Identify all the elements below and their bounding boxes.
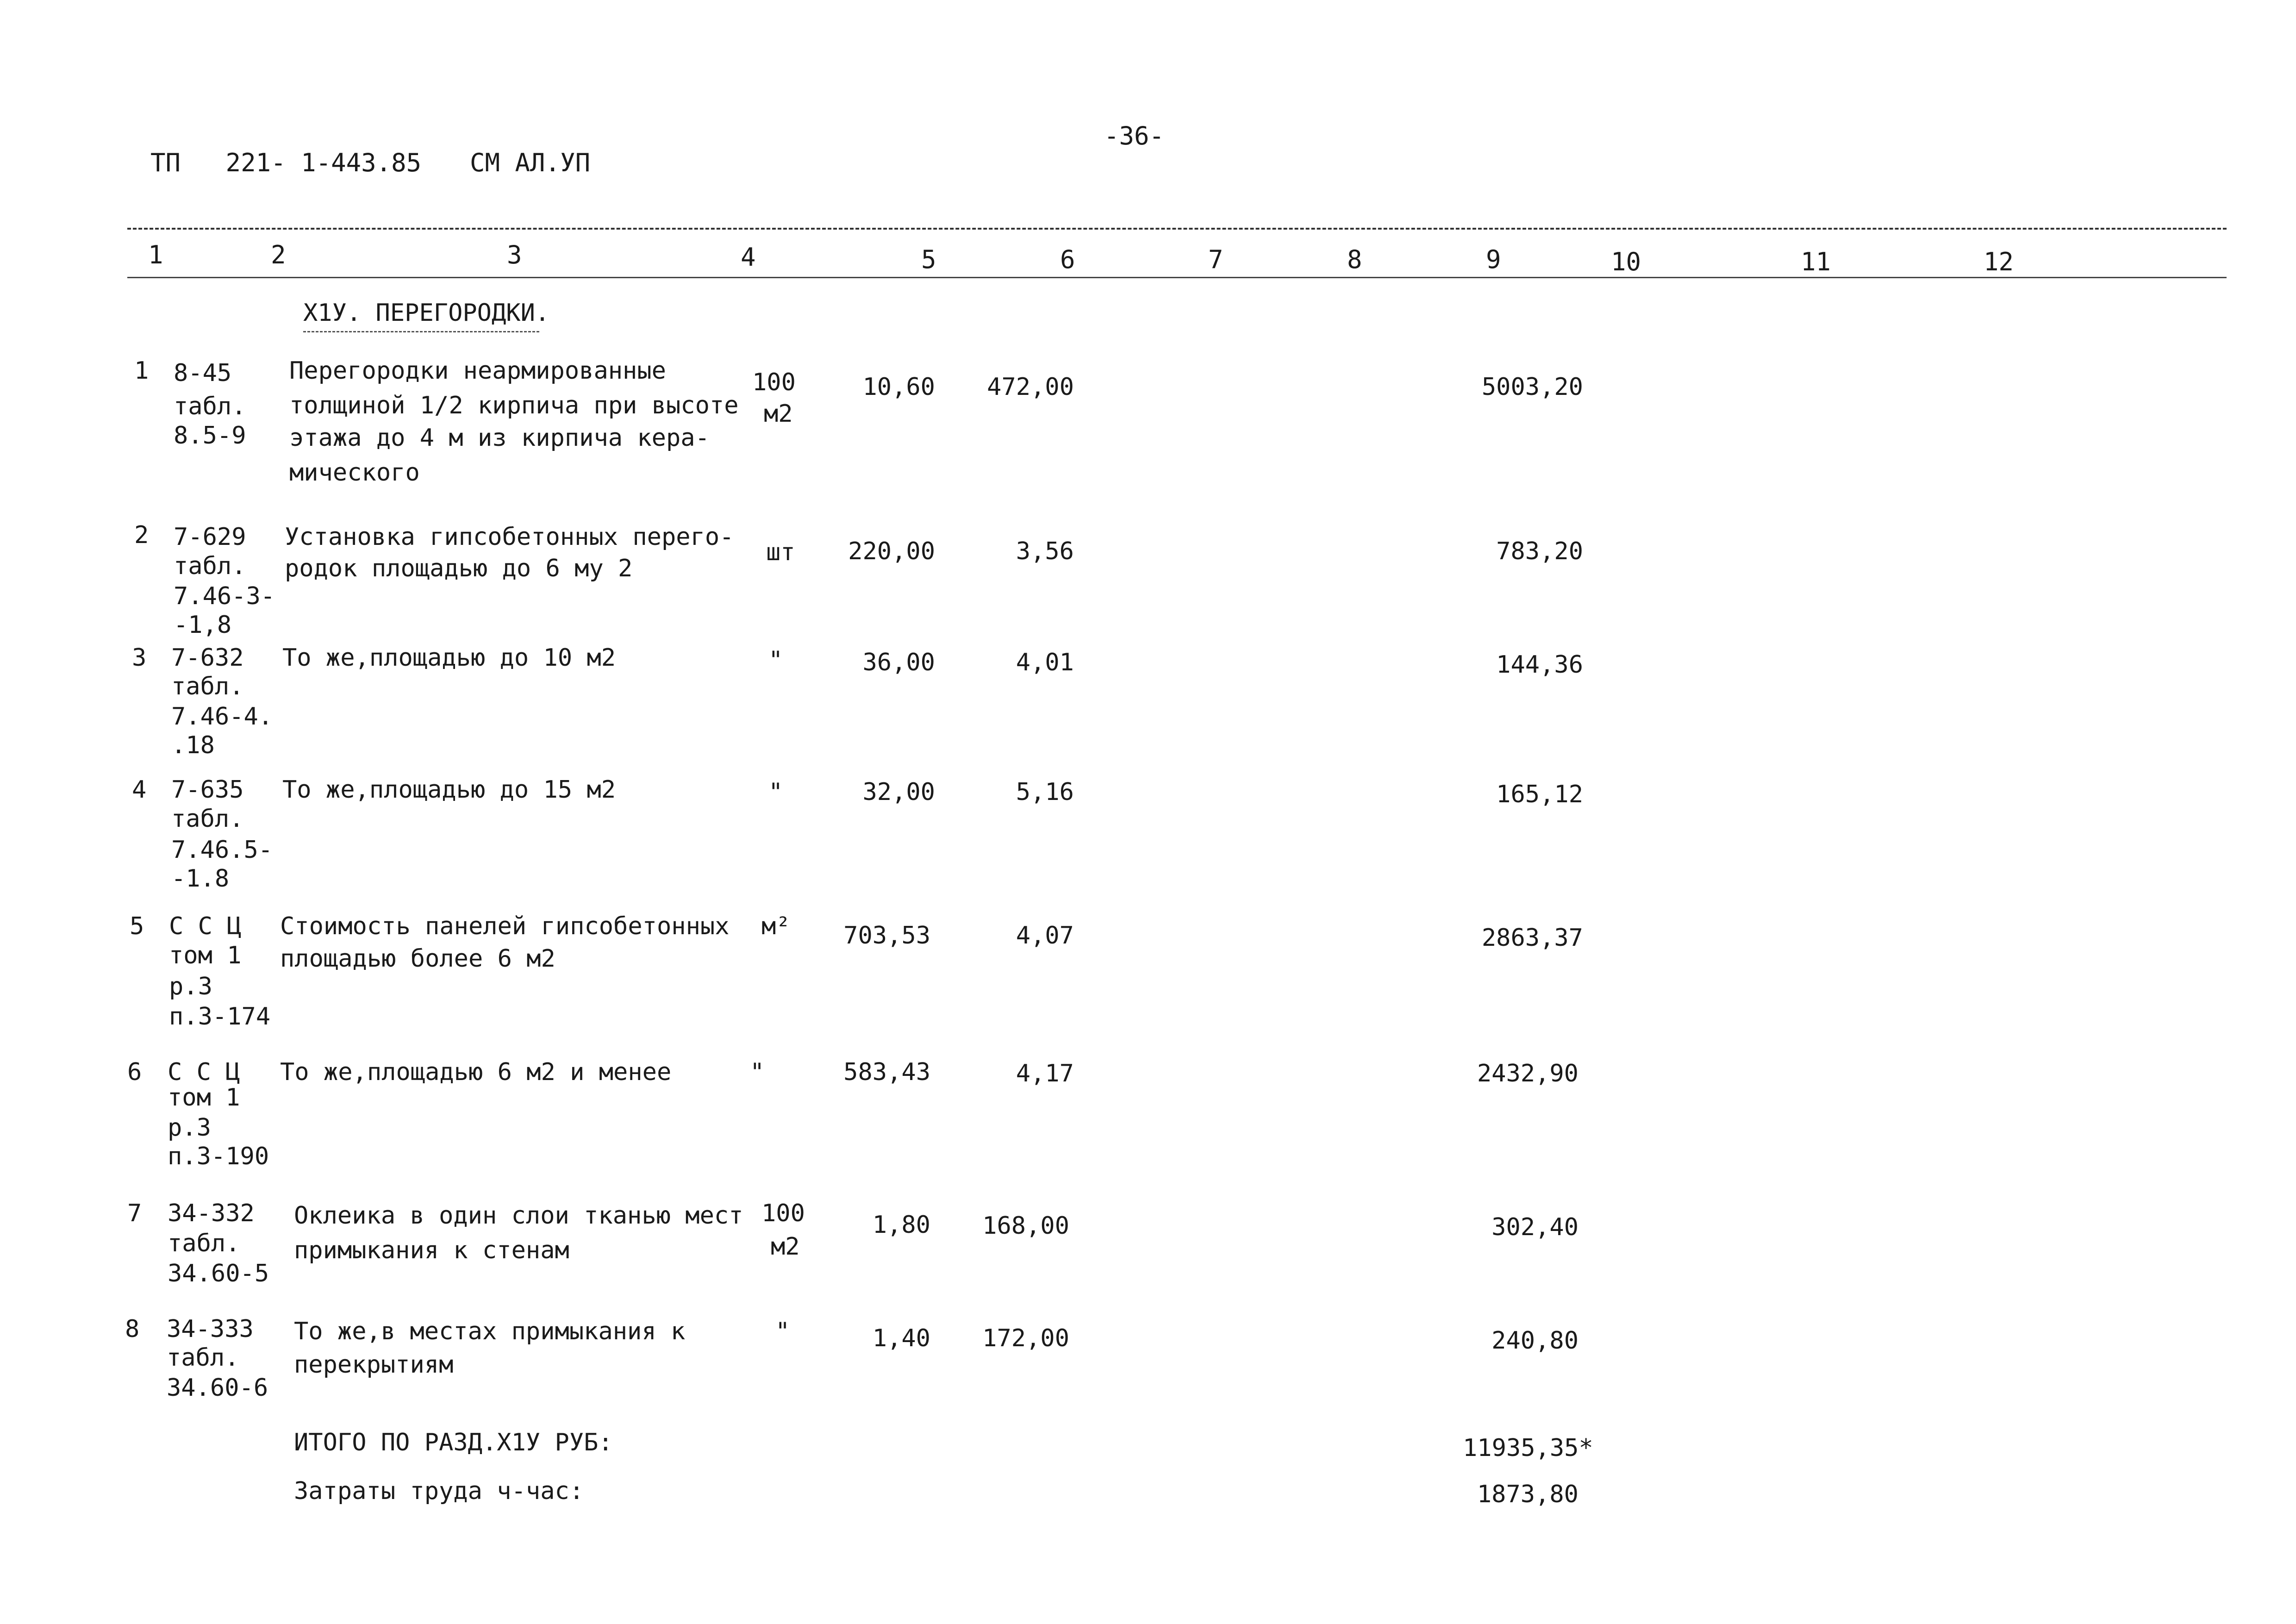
rate-code: 8-45 <box>174 359 232 387</box>
column-number: 6 <box>1060 245 1075 274</box>
unit-price: 4,17 <box>1016 1060 1074 1087</box>
total-cost: 302,40 <box>1491 1213 1578 1241</box>
rate-code: табл. <box>171 673 244 700</box>
rate-code: 7-632 <box>171 644 244 672</box>
unit-of-measure: м² <box>761 912 791 940</box>
quantity: 1,80 <box>872 1211 930 1239</box>
rate-code: 34.60-5 <box>168 1260 269 1287</box>
document-code: ТП 221- 1-443.85 <box>150 148 422 177</box>
quantity: 1,40 <box>872 1324 930 1352</box>
work-description: родок площадью до 6 му 2 <box>285 555 633 582</box>
rate-code: С С Ц <box>169 912 242 940</box>
work-description: толщиной 1/2 кирпича при высоте <box>289 392 739 419</box>
quantity: 703,53 <box>843 922 930 949</box>
unit-of-measure: 100 <box>761 1199 805 1227</box>
work-description: Перегородки неармированные <box>289 357 666 385</box>
row-number: 1 <box>134 357 149 385</box>
unit-price: 3,56 <box>1016 537 1074 565</box>
rate-code: табл. <box>167 1344 239 1372</box>
work-description: Установка гипсобетонных перего- <box>285 523 734 551</box>
row-number: 5 <box>130 912 144 940</box>
rate-code: -1.8 <box>171 865 230 893</box>
rate-code: 34-332 <box>168 1199 255 1227</box>
rate-code: том 1 <box>169 942 242 969</box>
unit-of-measure: 100 <box>752 369 796 396</box>
column-number: 4 <box>741 243 756 272</box>
unit-of-measure: " <box>750 1058 765 1086</box>
column-number: 1 <box>148 240 163 269</box>
section-title: Х1У. ПЕРЕГОРОДКИ. <box>303 299 550 327</box>
rate-code: р.3 <box>168 1114 211 1142</box>
unit-of-measure: м2 <box>764 400 793 428</box>
work-description: примыкания к стенам <box>294 1237 569 1264</box>
unit-of-measure: " <box>768 778 783 806</box>
unit-of-measure: " <box>775 1318 790 1345</box>
work-description: Оклеика в один слои тканью мест <box>294 1202 743 1230</box>
column-number: 5 <box>921 245 936 274</box>
total-cost: 165,12 <box>1496 781 1583 808</box>
rate-code: .18 <box>171 731 215 759</box>
rate-code: 7.46-4. <box>171 703 273 731</box>
rate-code: 7.46.5- <box>171 836 273 864</box>
table-header-rule <box>127 277 2227 278</box>
rate-code: 7-629 <box>174 523 246 551</box>
row-number: 3 <box>132 644 147 672</box>
unit-of-measure: м2 <box>771 1233 800 1261</box>
column-number: 2 <box>271 240 286 269</box>
unit-price: 5,16 <box>1016 778 1074 806</box>
total-cost: 783,20 <box>1496 537 1583 565</box>
total-cost: 5003,20 <box>1481 373 1583 401</box>
quantity: 220,00 <box>848 537 935 565</box>
rate-code: С С Ц <box>168 1058 240 1086</box>
column-number: 10 <box>1611 247 1641 276</box>
work-description: То же,в местах примыкания к <box>294 1318 686 1345</box>
section-total-value: 11935,35* <box>1463 1434 1593 1462</box>
total-cost: 144,36 <box>1496 651 1583 679</box>
unit-price: 472,00 <box>987 373 1074 401</box>
work-description: перекрытиям <box>294 1351 454 1379</box>
column-number: 8 <box>1347 245 1362 274</box>
quantity: 583,43 <box>843 1058 930 1086</box>
total-cost: 240,80 <box>1491 1327 1578 1355</box>
work-description: этажа до 4 м из кирпича кера- <box>289 424 710 452</box>
labor-cost-label: Затраты труда ч-час: <box>294 1477 584 1505</box>
quantity: 36,00 <box>862 649 935 676</box>
column-number: 7 <box>1208 245 1223 274</box>
section-total-label: ИТОГО ПО РАЗД.Х1У РУБ: <box>294 1429 613 1456</box>
page-number: -36- <box>1104 121 1165 150</box>
row-number: 8 <box>125 1315 140 1343</box>
unit-of-measure: " <box>768 646 783 674</box>
work-description: мического <box>289 459 420 487</box>
row-number: 2 <box>134 521 149 549</box>
column-number: 11 <box>1801 247 1831 276</box>
section-title-underline <box>303 331 539 332</box>
work-description: Стоимость панелей гипсобетонных <box>280 912 730 940</box>
rate-code: 34-333 <box>167 1315 254 1343</box>
row-number: 4 <box>132 776 147 804</box>
rate-code: р.3 <box>169 973 212 1000</box>
rate-code: табл. <box>168 1230 240 1257</box>
rate-code: 7.46-3- <box>174 582 275 610</box>
rate-code: -1,8 <box>174 611 232 639</box>
unit-of-measure: шт <box>766 538 795 566</box>
work-description: площадью более 6 м2 <box>280 945 555 973</box>
rate-code: 7-635 <box>171 776 244 804</box>
rate-code: 34.60-6 <box>167 1374 268 1402</box>
labor-cost-value: 1873,80 <box>1477 1480 1578 1508</box>
table-top-rule <box>127 228 2227 230</box>
rate-code: табл. <box>174 552 246 580</box>
total-cost: 2432,90 <box>1477 1060 1578 1087</box>
unit-price: 172,00 <box>982 1324 1069 1352</box>
column-number: 3 <box>507 240 522 269</box>
unit-price: 168,00 <box>982 1212 1069 1240</box>
unit-price: 4,07 <box>1016 922 1074 949</box>
total-cost: 2863,37 <box>1481 924 1583 952</box>
document-suffix: СМ АЛ.УП <box>470 148 591 177</box>
work-description: То же,площадью до 10 м2 <box>282 644 616 672</box>
row-number: 7 <box>127 1199 142 1227</box>
rate-code: п.3-174 <box>169 1003 271 1031</box>
quantity: 10,60 <box>862 373 935 401</box>
work-description: То же,площадью до 15 м2 <box>282 776 616 804</box>
column-number: 12 <box>1984 247 2014 276</box>
rate-code: табл. <box>171 805 244 833</box>
quantity: 32,00 <box>862 778 935 806</box>
rate-code: том 1 <box>168 1084 240 1112</box>
column-number: 9 <box>1486 245 1501 274</box>
rate-code: п.3-190 <box>168 1143 269 1170</box>
unit-price: 4,01 <box>1016 649 1074 676</box>
work-description: То же,площадью 6 м2 и менее <box>280 1058 672 1086</box>
rate-code: 8.5-9 <box>174 422 246 450</box>
rate-code: табл. <box>174 393 246 420</box>
row-number: 6 <box>127 1058 142 1086</box>
